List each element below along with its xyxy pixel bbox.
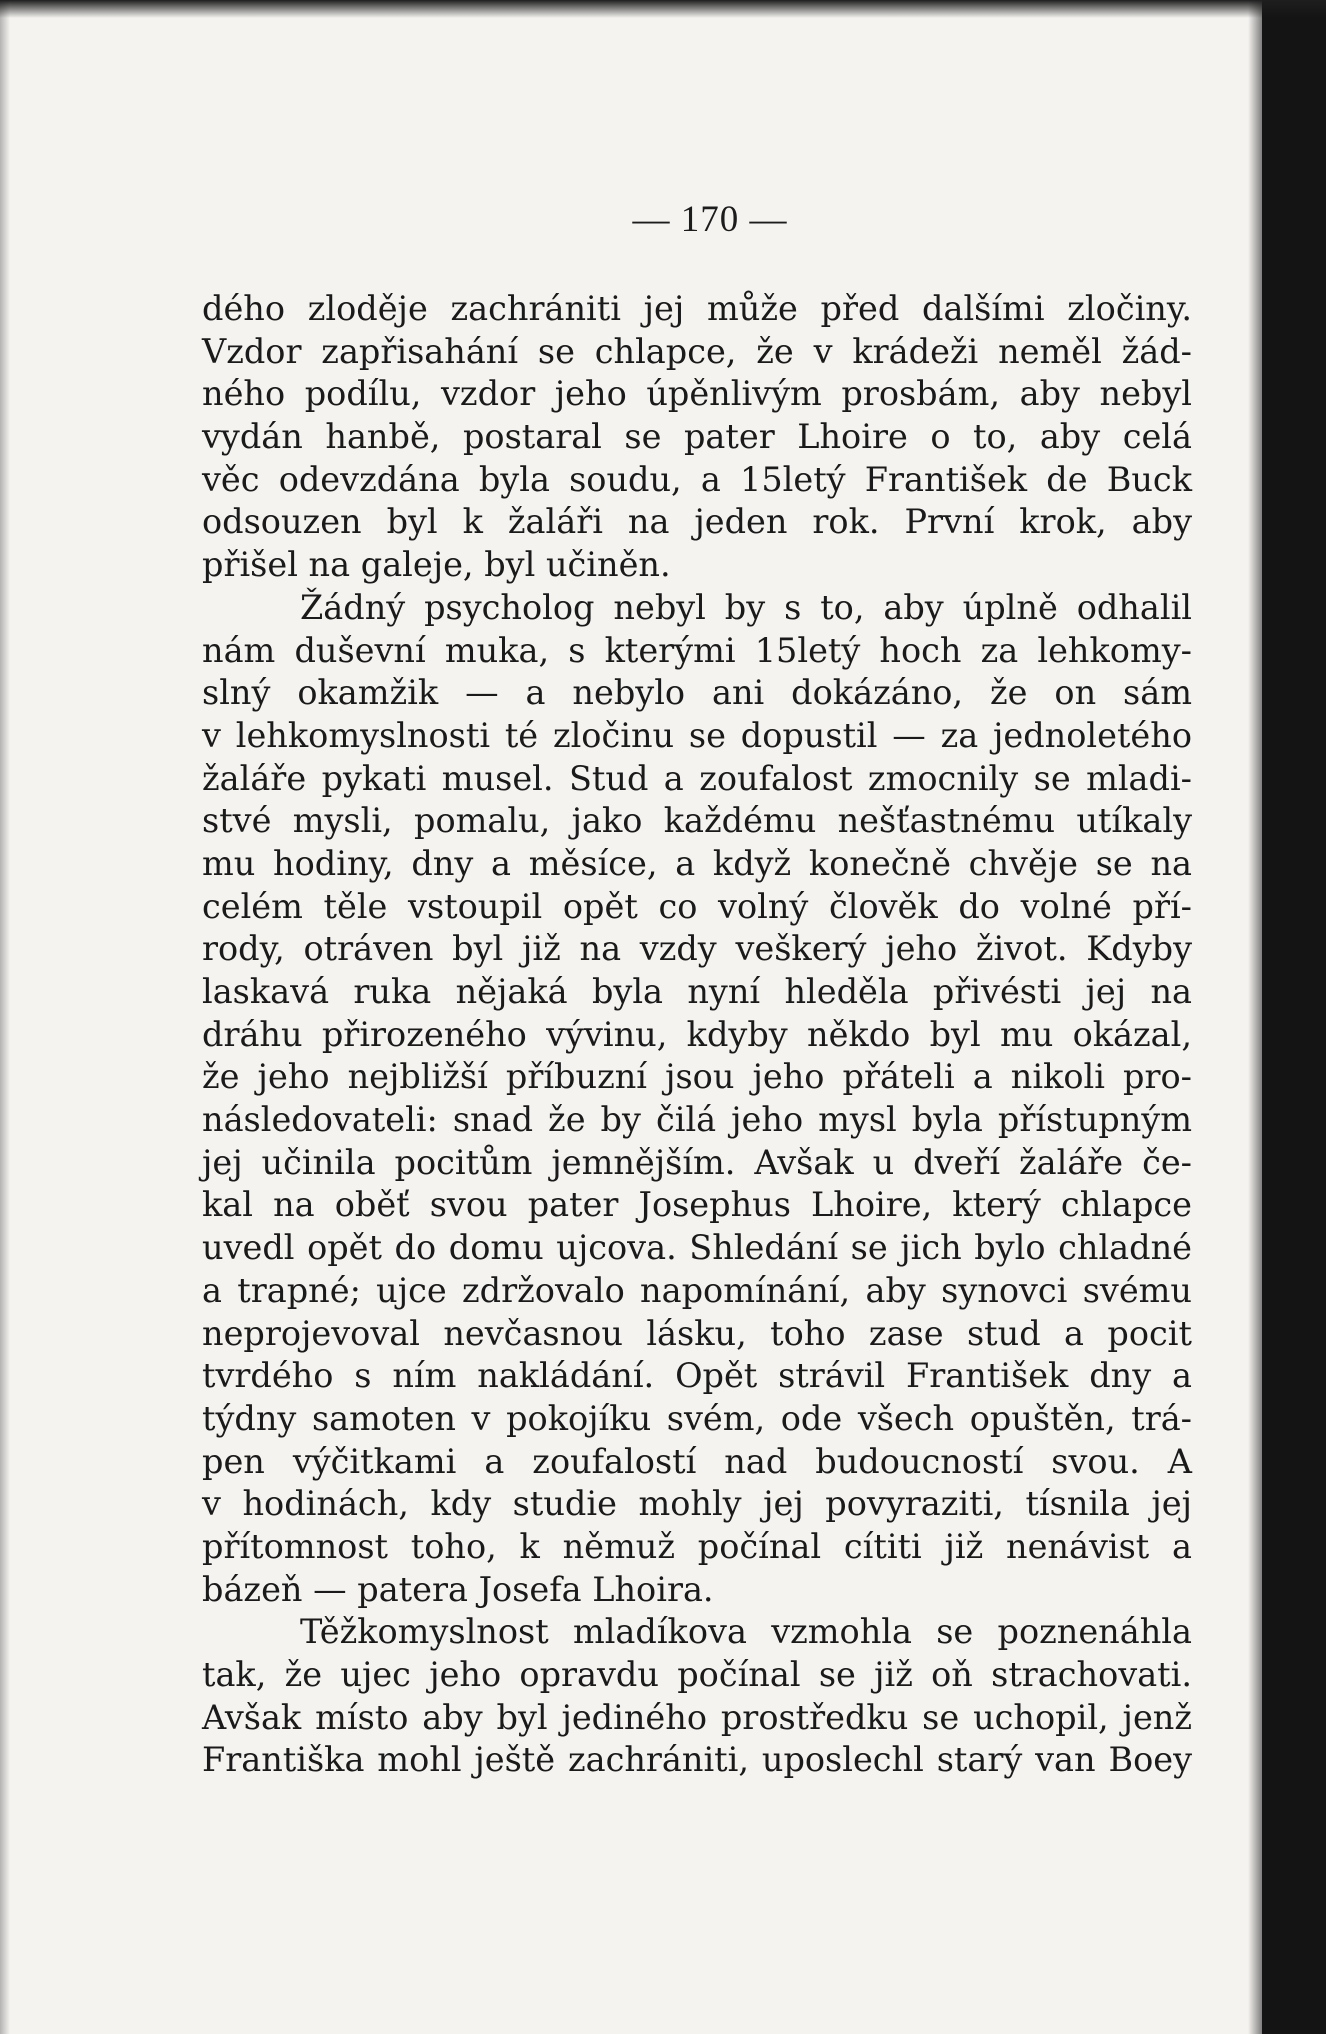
text-line: v lehkomyslnosti té zločinu se dopustil — za jednoletého	[202, 715, 1192, 755]
text-line: věc odevzdána byla soudu, a 15letý František de Buck	[202, 459, 1192, 499]
text-line: tak, že ujec jeho opravdu počínal se již oň strachovati.	[202, 1655, 1192, 1694]
text-line: přítomnost toho, k němuž počínal cítiti již nenávist a	[202, 1526, 1192, 1566]
text-line: Avšak místo aby byl jediného prostředku se uchopil, jenž	[202, 1697, 1192, 1737]
text-line: slný okamžik — a nebylo ani dokázáno, že on sám	[202, 673, 1192, 713]
text-line: dého zloděje zachrániti jej může před dalšími zločiny.	[202, 289, 1192, 328]
text-line: že jeho nejbližší příbuzní jsou jeho přáteli a nikoli pro-	[202, 1057, 1192, 1097]
page-left-shadow	[0, 0, 10, 2034]
scan-top-edge	[0, 0, 1326, 18]
text-line: jej učinila pocitům jemnějším. Avšak u dveří žaláře če-	[202, 1142, 1192, 1182]
text-line: a trapné; ujce zdržovalo napomínání, aby synovci svému	[202, 1270, 1192, 1310]
text-line: neprojevoval nevčasnou lásku, toho zase stud a pocit	[202, 1313, 1192, 1353]
scan-dark-margin	[1262, 0, 1326, 2034]
text-line: Františka mohl ještě zachrániti, uposlechl starý van Boey	[202, 1740, 1192, 1780]
text-line: pen výčitkami a zoufalostí nad budoucností svou. A	[202, 1441, 1192, 1481]
page-number: — 170 —	[632, 199, 788, 240]
text-line: vydán hanbě, postaral se pater Lhoire o to, aby celá	[202, 417, 1192, 457]
text-line: Žádný psycholog nebyl by s to, aby úplně odhalil	[300, 587, 1192, 627]
text-line: uvedl opět do domu ujcova. Shledání se jich bylo chladné	[202, 1228, 1192, 1268]
text-line: přišel na galeje, byl učiněn.	[202, 545, 671, 585]
text-line: tvrdého s ním nakládání. Opět strávil František dny a	[202, 1356, 1192, 1396]
text-line: kal na oběť svou pater Josephus Lhoire, který chlapce	[202, 1185, 1192, 1225]
text-line: ného podílu, vzdor jeho úpěnlivým prosbám, aby nebyl	[202, 374, 1192, 414]
text-line: rody, otráven byl již na vzdy veškerý jeho život. Kdyby	[202, 929, 1192, 969]
text-line: nám duševní muka, s kterými 15letý hoch za lehkomy-	[202, 630, 1192, 670]
text-line: bázeň — patera Josefa Lhoira.	[202, 1569, 714, 1609]
text-line: mu hodiny, dny a měsíce, a když konečně chvěje se na	[202, 843, 1192, 883]
text-line: následovateli: snad že by čilá jeho mysl byla přístupným	[202, 1100, 1192, 1140]
text-line: stvé mysli, pomalu, jako každému nešťastnému utíkaly	[202, 801, 1192, 841]
text-line: v hodinách, kdy studie mohly jej povyraziti, tísnila jej	[202, 1484, 1192, 1524]
text-line: laskavá ruka nějaká byla nyní hleděla přivésti jej na	[202, 972, 1192, 1011]
body-text	[202, 288, 1192, 1782]
text-line: týdny samoten v pokojíku svém, ode všech opuštěn, trá-	[202, 1398, 1192, 1438]
text-line: žaláře pykati musel. Stud a zoufalost zmocnily se mladi-	[202, 758, 1192, 798]
text-line: celém těle vstoupil opět co volný člověk do volné pří-	[202, 886, 1192, 926]
text-line: odsouzen byl k žaláři na jeden rok. První krok, aby	[202, 502, 1192, 542]
text-line: dráhu přirozeného vývinu, kdyby někdo byl mu okázal,	[202, 1014, 1192, 1054]
text-line: Těžkomyslnost mladíkova vzmohla se poznenáhla	[300, 1612, 1192, 1652]
text-line: Vzdor zapřisahání se chlapce, že v krádeži neměl žád-	[202, 331, 1192, 371]
